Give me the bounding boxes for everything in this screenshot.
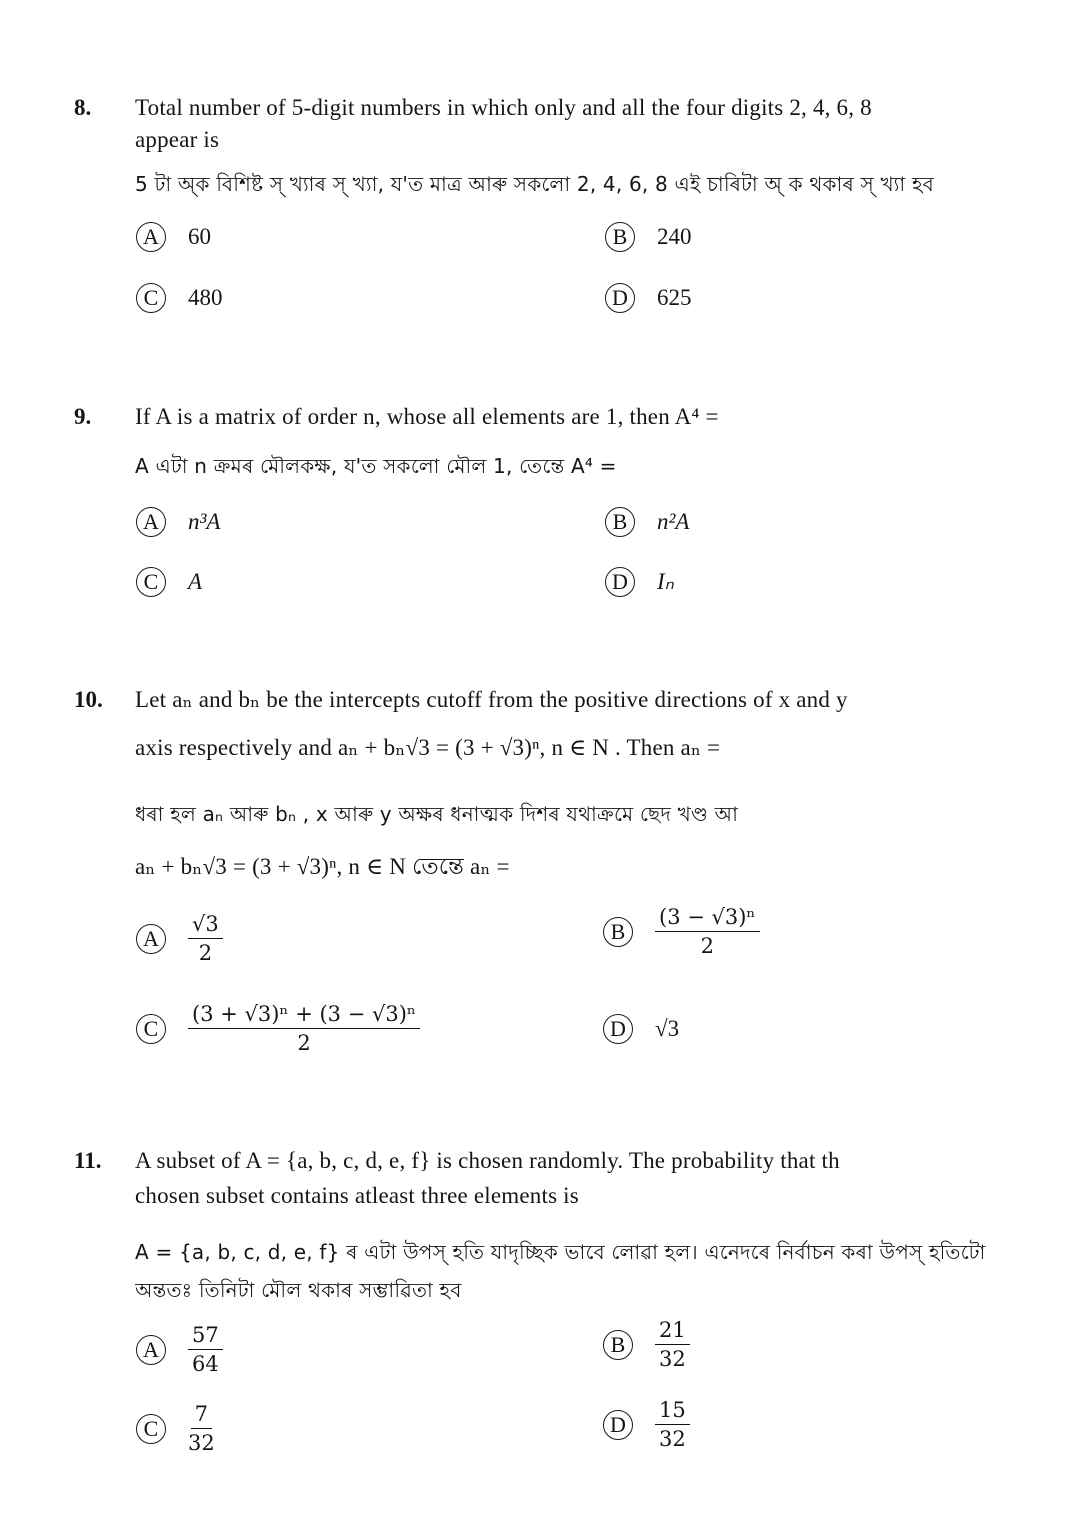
option-c[interactable]	[136, 1402, 215, 1455]
denominator: 2	[700, 934, 714, 959]
option-fraction	[655, 1398, 690, 1451]
question-text-en: Let aₙ and bₙ be the intercepts cutoff from the positive directions of x and y	[135, 687, 848, 712]
option-text: 60	[188, 224, 211, 249]
numerator: (3 + √3)ⁿ + (3 − √3)ⁿ	[188, 1002, 420, 1029]
numerator: 21	[655, 1318, 690, 1345]
question-text-en: If A is a matrix of order n, whose all elements are 1, then A⁴ =	[135, 404, 719, 429]
question-text-en: A subset of A = {a, b, c, d, e, f} is chosen randomly. The probability that th	[135, 1148, 840, 1173]
option-text: 240	[657, 224, 692, 249]
option-label: C	[136, 567, 166, 597]
option-d[interactable]	[603, 1014, 679, 1044]
question-number: 8.	[74, 95, 92, 120]
question-text-bn: A এটা n ক্ৰমৰ মৌলকক্ষ, য'ত সকলো মৌল 1, তেন্তে A⁴ =	[135, 454, 617, 478]
option-a[interactable]	[136, 507, 220, 537]
option-label: A	[136, 1335, 166, 1365]
option-label: B	[605, 222, 635, 252]
option-b[interactable]	[603, 905, 760, 958]
option-text: n²A	[657, 509, 690, 534]
numerator: 7	[191, 1402, 212, 1429]
option-label: D	[603, 1410, 633, 1440]
option-fraction	[188, 1402, 215, 1455]
option-fraction	[655, 905, 760, 958]
option-c[interactable]	[136, 283, 223, 313]
option-fraction	[188, 912, 223, 965]
option-c[interactable]	[136, 567, 202, 597]
option-fraction	[188, 1323, 223, 1376]
option-label: B	[603, 1330, 633, 1360]
numerator: 57	[188, 1323, 223, 1350]
option-text: A	[188, 569, 203, 594]
question-text-bn: 5 টা অ্ক বিশিষ্ট স্ খ্যাৰ স্ খ্যা, য'ত মাত্ৰ আৰু সকলো 2, 4, 6, 8 এই চাৰিটা অ্ ক থকাৰ স্ খ্যা হব	[135, 172, 934, 196]
option-d[interactable]	[605, 283, 692, 313]
question-text-bn: aₙ + bₙ√3 = (3 + √3)ⁿ, n ∈ N তেন্তে aₙ =	[135, 854, 510, 879]
question-text-bn: ধৰা হল aₙ আৰু bₙ , x আৰু y অক্ষৰ ধনাত্মক দিশৰ যথাক্ৰমে ছেদ খণ্ড আ	[135, 802, 739, 826]
option-text: √3	[655, 1016, 680, 1041]
numerator: √3	[188, 912, 223, 939]
option-d[interactable]	[605, 567, 674, 597]
option-label: C	[136, 1414, 166, 1444]
option-text: Iₙ	[657, 569, 674, 594]
question-text-en: Total number of 5-digit numbers in which only and all the four digits 2, 4, 6, 8	[135, 95, 872, 120]
option-label: D	[603, 1014, 633, 1044]
denominator: 64	[192, 1352, 219, 1377]
option-label: A	[136, 507, 166, 537]
option-a[interactable]	[136, 912, 223, 965]
numerator: (3 − √3)ⁿ	[655, 905, 760, 932]
option-d[interactable]	[603, 1398, 690, 1451]
denominator: 2	[198, 941, 213, 966]
denominator: 32	[188, 1431, 215, 1456]
option-label: A	[136, 924, 166, 954]
option-b[interactable]	[605, 222, 692, 252]
option-fraction	[655, 1318, 690, 1371]
question-text-bn: অন্ততঃ তিনিটা মৌল থকাৰ সম্ভাৱিতা হব	[135, 1278, 462, 1302]
question-text-bn: A = {a, b, c, d, e, f} ৰ এটা উপস্ হতি যাদৃচ্ছিক ভাবে লোৱা হল। এনেদৰে নিৰ্বাচন কৰা উপস্ হতিটো	[135, 1240, 986, 1264]
denominator: 32	[659, 1427, 686, 1452]
option-c[interactable]	[136, 1002, 420, 1055]
question-text-en: axis respectively and aₙ + bₙ√3 = (3 + √3)ⁿ, n ∈ N . Then aₙ =	[135, 735, 721, 760]
question-text-en: appear is	[135, 127, 220, 152]
option-label: B	[605, 507, 635, 537]
denominator: 32	[659, 1347, 686, 1372]
option-label: A	[136, 222, 166, 252]
option-a[interactable]	[136, 222, 211, 252]
question-number: 10.	[74, 687, 103, 712]
option-text: n³A	[188, 509, 221, 534]
question-text-en: chosen subset contains atleast three elements is	[135, 1183, 579, 1208]
option-label: B	[603, 917, 633, 947]
option-b[interactable]	[603, 1318, 690, 1371]
denominator: 2	[297, 1031, 311, 1056]
option-label: C	[136, 1014, 166, 1044]
option-label: D	[605, 283, 635, 313]
question-number: 11.	[74, 1148, 102, 1173]
question-number: 9.	[74, 404, 92, 429]
numerator: 15	[655, 1398, 690, 1425]
option-text: 625	[657, 285, 692, 310]
option-label: D	[605, 567, 635, 597]
option-a[interactable]	[136, 1323, 223, 1376]
option-text: 480	[188, 285, 223, 310]
option-fraction	[188, 1002, 420, 1055]
option-b[interactable]	[605, 507, 689, 537]
option-label: C	[136, 283, 166, 313]
